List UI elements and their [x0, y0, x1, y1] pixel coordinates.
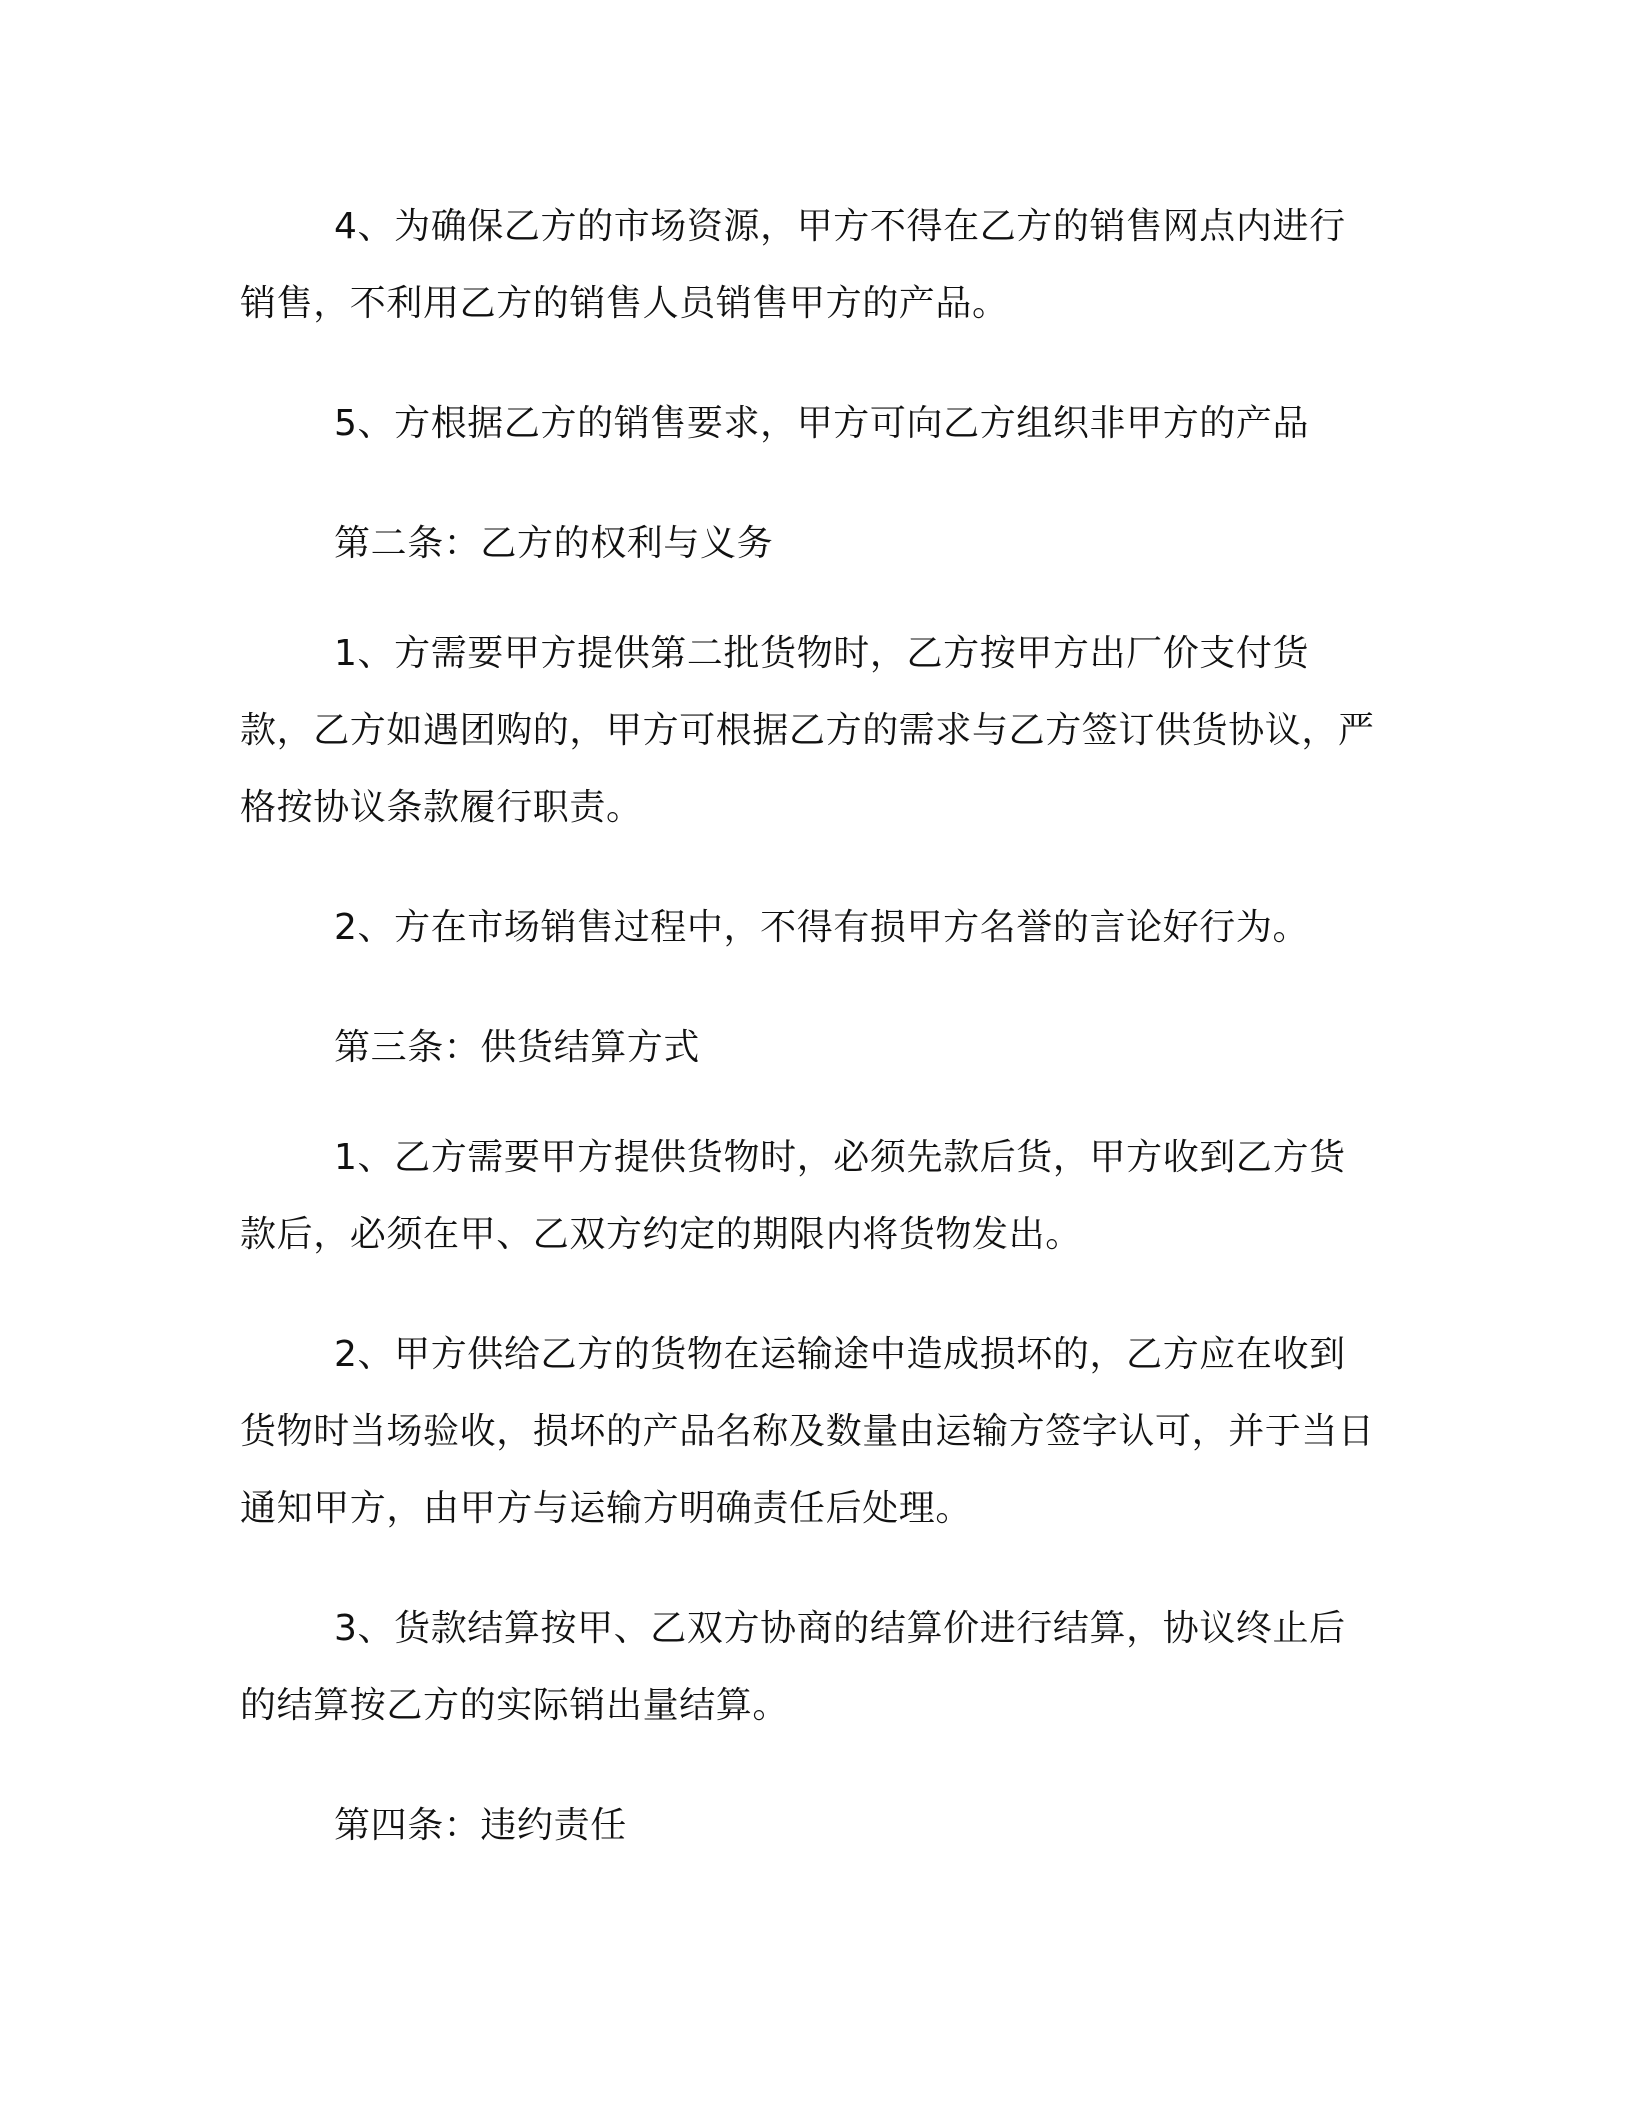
- paragraph-section2-item-1: 1、方需要甲方提供第二批货物时，乙方按甲方出厂价支付货款，乙方如遇团购的，甲方可根据乙方的需求与乙方签订供货协议，严格按协议条款履行职责。: [240, 633, 1375, 828]
- paragraph-section3-item-3: 3、货款结算按甲、乙双方协商的结算价进行结算，协议终止后的结算按乙方的实际销出量结算。: [240, 1608, 1346, 1726]
- paragraph-section2-item-2: 2、方在市场销售过程中，不得有损甲方名誉的言论好行为。: [334, 907, 1310, 948]
- section-heading-2: 第二条：乙方的权利与义务: [334, 523, 774, 564]
- paragraph-section3-item-1: 1、乙方需要甲方提供货物时，必须先款后货，甲方收到乙方货款后，必须在甲、乙双方约定的期限内将货物发出。: [240, 1137, 1346, 1255]
- paragraph-section3-item-2: 2、甲方供给乙方的货物在运输途中造成损坏的，乙方应在收到货物时当场验收，损坏的产品名称及数量由运输方签字认可，并于当日通知甲方，由甲方与运输方明确责任后处理。: [240, 1334, 1375, 1529]
- paragraph-item-4: 4、为确保乙方的市场资源，甲方不得在乙方的销售网点内进行销售，不利用乙方的销售人员销售甲方的产品。: [240, 206, 1346, 324]
- section-heading-3: 第三条：供货结算方式: [334, 1027, 701, 1068]
- paragraph-item-5: 5、方根据乙方的销售要求，甲方可向乙方组织非甲方的产品: [334, 403, 1310, 444]
- section-heading-4: 第四条：违约责任: [334, 1805, 627, 1846]
- document-body: [240, 188, 1380, 1897]
